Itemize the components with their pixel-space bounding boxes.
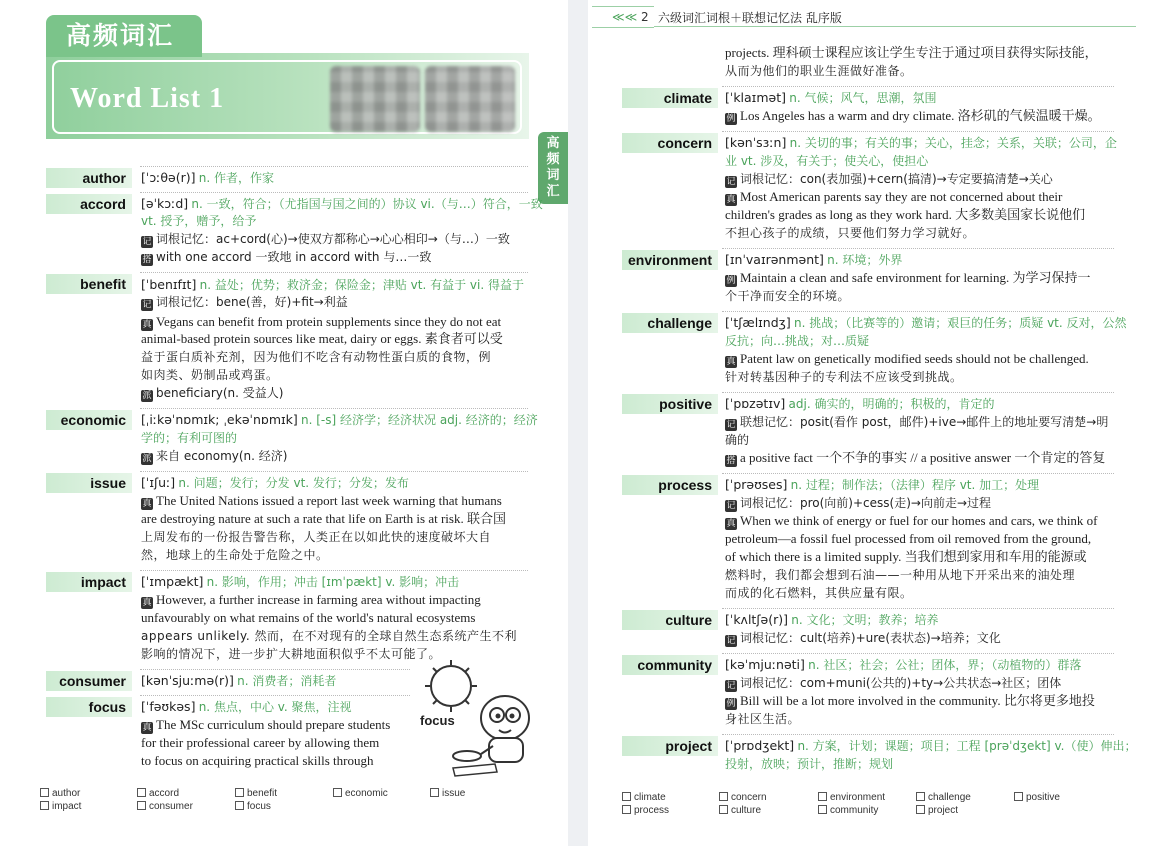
example-icon: 真 xyxy=(142,598,152,608)
entry-line: [ˈtʃælɪndʒ] n. 挑战；（比赛等的）邀请；艰巨的任务；质疑 vt. 反对，公然 xyxy=(725,315,1127,330)
headword-consumer: consumer xyxy=(46,671,132,691)
check-item[interactable]: culture xyxy=(719,805,761,816)
entry-line: 如肉类、奶制品或鸡蛋。 xyxy=(141,368,279,382)
entry-line: 个干净而安全的环境。 xyxy=(725,289,851,303)
entry-line: 学的；有利可图的 xyxy=(141,431,238,445)
divider xyxy=(140,669,410,670)
entry-line: 影响的情况下，进一步扩大耕地面积似乎不太可能了。 xyxy=(141,647,442,661)
entry-line: 不担心孩子的成绩，只要他们努力学习就好。 xyxy=(725,226,976,240)
check-item[interactable]: environment xyxy=(818,792,885,803)
check-item[interactable]: concern xyxy=(719,792,767,803)
entry-line: 上周发布的一份报告警告称，人类正在以如此快的速度破坏大自 xyxy=(141,530,492,544)
entry-line: 记 联想记忆：posit(看作 post，邮件)+ive→邮件上的地址要写清楚→明 xyxy=(726,415,1109,430)
divider xyxy=(140,408,528,409)
headword-issue: issue xyxy=(46,473,132,493)
check-item[interactable]: community xyxy=(818,805,878,816)
entry-line: for their professional career by allowing them xyxy=(141,735,380,750)
entry-line: 益于蛋白质补充剂，因为他们不吃含有动物性蛋白质的食物，例 xyxy=(141,350,492,364)
headword-economic: economic xyxy=(46,410,132,430)
entry-line: [ˈfəʊkəs] n. 焦点，中心 v. 聚焦，注视 xyxy=(141,699,352,714)
entry-line: [ˈɪʃuː] n. 问题；发行；分发 vt. 发行；分发；发布 xyxy=(141,475,409,490)
review-checklist xyxy=(622,792,1122,822)
headword-author: author xyxy=(46,168,132,188)
check-item[interactable]: impact xyxy=(40,801,81,812)
entry-line: [ˈklaɪmət] n. 气候；风气，思潮，氛围 xyxy=(725,90,937,105)
entry-line: 派 beneficiary(n. 受益人) xyxy=(142,386,284,401)
blurred-qr-1 xyxy=(330,66,420,132)
word-list-title: Word List 1 xyxy=(70,83,225,114)
divider xyxy=(140,695,410,696)
check-item[interactable]: benefit xyxy=(235,788,277,799)
entry-line: 例 Bill will be a lot more involved in the community. 比尔将更多地投 xyxy=(726,693,1095,709)
entry-line: 反抗；向…挑战；对…质疑 xyxy=(725,334,870,348)
headword-culture: culture xyxy=(622,610,718,630)
phrase-icon: 搭 xyxy=(726,456,736,466)
memory-icon: 记 xyxy=(726,420,736,430)
check-item[interactable]: accord xyxy=(137,788,179,799)
entry-line: 真 However, a further increase in farming area without impacting xyxy=(142,592,481,608)
entry-line: [kənˈsjuːmə(r)] n. 消费者；消耗者 xyxy=(141,673,337,688)
divider xyxy=(722,131,1114,132)
cartoon-illustration xyxy=(425,660,535,780)
entry-line: [ˈbenɪfɪt] n. 益处；优势；救济金；保险金；津贴 vt. 有益于 vi. 得益于 xyxy=(141,277,524,292)
entry-line: to focus on acquiring practical skills through xyxy=(141,753,374,768)
side-tab-char: 词 xyxy=(546,168,560,183)
divider xyxy=(722,311,1114,312)
memory-icon: 记 xyxy=(142,300,152,310)
entry-line: children's grades as long as they work hard. 大多数美国家长说他们 xyxy=(725,207,1086,222)
entry-line: [əˈkɔːd] n. 一致，符合；（尤指国与国之间的）协议 vi.（与…）符合，一致 xyxy=(141,196,543,211)
memory-icon: 记 xyxy=(726,177,736,187)
example-icon: 真 xyxy=(726,357,736,367)
entry-line: [kəˈmjuːnəti] n. 社区；社会；公社；团体，界；（动植物的）群落 xyxy=(725,657,1082,672)
checkbox-icon xyxy=(916,792,925,801)
entry-line: 确的 xyxy=(725,433,750,447)
blurred-qr-2 xyxy=(425,66,515,132)
headword-focus: focus xyxy=(46,697,132,717)
entry-line: [ɪnˈvaɪrənmənt] n. 环境；外界 xyxy=(725,252,903,267)
divider xyxy=(722,392,1114,393)
checkbox-icon xyxy=(235,788,244,797)
running-header: 六级词汇词根＋联想记忆法 乱序版 xyxy=(658,11,842,25)
checkbox-icon xyxy=(719,805,728,814)
divider xyxy=(722,734,1114,735)
derivative-icon: 派 xyxy=(142,454,152,464)
entry-line: 而成的化石燃料，其供应量有限。 xyxy=(725,586,913,600)
divider xyxy=(722,608,1114,609)
side-tab-char: 频 xyxy=(546,152,560,167)
checkbox-icon xyxy=(430,788,439,797)
headword-challenge: challenge xyxy=(622,313,718,333)
phrase-icon: 搭 xyxy=(142,255,152,265)
check-item[interactable]: project xyxy=(916,805,958,816)
checkbox-icon xyxy=(333,788,342,797)
divider xyxy=(140,471,528,472)
headword-concern: concern xyxy=(622,133,718,153)
divider xyxy=(140,192,528,193)
entry-line: 例 Maintain a clean and safe environment for learning. 为学习保持一 xyxy=(726,270,1091,286)
example-icon: 真 xyxy=(142,320,152,330)
divider xyxy=(722,86,1114,87)
example-icon: 真 xyxy=(142,723,152,733)
check-item[interactable]: focus xyxy=(235,801,271,812)
checkbox-icon xyxy=(235,801,244,810)
page-number: 2 xyxy=(640,10,649,24)
headword-environment: environment xyxy=(622,250,718,270)
check-item[interactable]: climate xyxy=(622,792,666,803)
entry-line: animal-based protein sources like meat, dairy or eggs. 素食者可以受 xyxy=(141,331,503,346)
check-item[interactable]: positive xyxy=(1014,792,1060,803)
entry-line: petroleum—a fossil fuel processed from oil removed from the ground, xyxy=(725,531,1092,546)
headword-process: process xyxy=(622,475,718,495)
derivative-icon: 派 xyxy=(142,391,152,401)
entry-line: unfavourably on what remains of the world's natural ecosystems xyxy=(141,610,476,625)
entry-line: of which there is a limited supply. 当我们想到家用和车用的能源或 xyxy=(725,549,1087,564)
section-tab: 高频词汇 xyxy=(46,15,202,57)
checkbox-icon xyxy=(622,792,631,801)
entry-line: [ˈprɒdʒekt] n. 方案，计划；课题；项目；工程 [prəˈdʒekt] v.（使）伸出； xyxy=(725,738,1137,753)
checkbox-icon xyxy=(818,805,827,814)
left-page xyxy=(0,0,568,846)
cartoon-caption: focus xyxy=(420,713,455,728)
headword-impact: impact xyxy=(46,572,132,592)
headword-accord: accord xyxy=(46,194,132,214)
entry-line: appears unlikely. 然而，在不对现有的全球自然生态系统产生不利 xyxy=(141,629,517,643)
example-icon: 真 xyxy=(726,519,736,529)
entry-line: 真 The MSc curriculum should prepare students xyxy=(142,717,391,733)
example-icon: 真 xyxy=(142,499,152,509)
divider xyxy=(140,272,528,273)
header-rule xyxy=(654,26,1136,27)
entry-line: [ˌiːkəˈnɒmɪk; ˌekəˈnɒmɪk] n. [-s] 经济学；经济状况 adj. 经济的；经济 xyxy=(141,412,538,427)
page-number-box xyxy=(592,6,654,28)
divider xyxy=(722,248,1114,249)
entry-line: 例 Los Angeles has a warm and dry climate. 洛杉矶的气候温暖干燥。 xyxy=(726,108,1101,124)
checkbox-icon xyxy=(137,788,146,797)
headword-community: community xyxy=(622,655,718,675)
divider xyxy=(140,570,528,571)
entry-line: vt. 授予，赠予，给予 xyxy=(141,214,257,228)
checkbox-icon xyxy=(40,801,49,810)
headword-positive: positive xyxy=(622,394,718,414)
memory-icon: 记 xyxy=(726,681,736,691)
entry-line: [ˈpɒzətɪv] adj. 确实的，明确的；积极的，肯定的 xyxy=(725,396,995,411)
example-icon: 例 xyxy=(726,276,736,286)
headword-project: project xyxy=(622,736,718,756)
memory-icon: 记 xyxy=(726,501,736,511)
entry-line: 记 词根记忆：con(表加强)+cern(搞清)→专定要搞清楚→关心 xyxy=(726,172,1053,187)
side-tab-char: 高 xyxy=(546,136,560,151)
entry-line: 真 Most American parents say they are not concerned about their xyxy=(726,189,1063,205)
check-item[interactable]: consumer xyxy=(137,801,193,812)
check-item[interactable]: process xyxy=(622,805,669,816)
divider xyxy=(140,166,528,167)
check-item[interactable]: economic xyxy=(333,788,388,799)
entry-line: 搭 a positive fact 一个不争的事实 // a positive answer 一个肯定的答复 xyxy=(726,450,1106,466)
entry-line: 派 来自 economy(n. 经济) xyxy=(142,449,288,464)
divider xyxy=(722,653,1114,654)
right-page xyxy=(588,0,1159,846)
entry-line: 记 词根记忆：cult(培养)+ure(表状态)→培养；文化 xyxy=(726,631,1001,646)
chevrons-icon: ≪≪ xyxy=(612,10,638,24)
entry-line: 然，地球上的生命处于危险之中。 xyxy=(141,548,329,562)
entry-line: projects. 理科硕士课程应该让学生专注于通过项目获得实际技能， xyxy=(725,45,1098,60)
entry-line: 针对转基因种子的专利法不应该受到挑战。 xyxy=(725,370,963,384)
memory-icon: 记 xyxy=(142,237,152,247)
entry-line: 记 词根记忆：com+muni(公共的)+ty→公共状态→社区；团体 xyxy=(726,676,1062,691)
entry-line: [ˈkʌltʃə(r)] n. 文化；文明；教养；培养 xyxy=(725,612,939,627)
checkbox-icon xyxy=(1014,792,1023,801)
entry-line: 记 词根记忆：pro(向前)+cess(走)→向前走→过程 xyxy=(726,496,992,511)
example-icon: 真 xyxy=(726,195,736,205)
entry-line: 燃料时，我们都会想到石油——一种用从地下开采出来的油处理 xyxy=(725,568,1076,582)
check-item[interactable]: issue xyxy=(430,788,465,799)
entry-line: 真 Patent law on genetically modified seeds should not be challenged. xyxy=(726,351,1089,367)
entry-line: [ˈɔːθə(r)] n. 作者，作家 xyxy=(141,170,274,185)
checkbox-icon xyxy=(818,792,827,801)
headword-benefit: benefit xyxy=(46,274,132,294)
entry-line: 真 Vegans can benefit from protein supplements since they do not eat xyxy=(142,314,502,330)
entry-line: 投射，放映；预计，推断；规划 xyxy=(725,757,894,771)
checkbox-icon xyxy=(40,788,49,797)
entry-line: 真 When we think of energy or fuel for our homes and cars, we think of xyxy=(726,513,1098,529)
entry-line: 记 词根记忆：bene(善，好)+fit→利益 xyxy=(142,295,348,310)
entry-line: 搭 with one accord 一致地 in accord with 与…一致 xyxy=(142,250,432,265)
checkbox-icon xyxy=(622,805,631,814)
check-item[interactable]: challenge xyxy=(916,792,971,803)
entry-line: [ˈprəʊses] n. 过程；制作法；（法律）程序 vt. 加工；处理 xyxy=(725,477,1040,492)
check-item[interactable]: author xyxy=(40,788,80,799)
checkbox-icon xyxy=(137,801,146,810)
entry-line: 从而为他们的职业生涯做好准备。 xyxy=(725,64,913,78)
side-index-tab[interactable] xyxy=(538,132,568,204)
review-checklist xyxy=(40,788,520,818)
checkbox-icon xyxy=(719,792,728,801)
entry-line: 记 词根记忆：ac+cord(心)→使双方都称心→心心相印→（与…）一致 xyxy=(142,232,510,247)
headword-climate: climate xyxy=(622,88,718,108)
memory-icon: 记 xyxy=(726,636,736,646)
checkbox-icon xyxy=(916,805,925,814)
entry-line: 业 vt. 涉及，有关于；使关心，使担心 xyxy=(725,154,929,168)
entry-line: are destroying nature at such a rate that life on Earth is at risk. 联合国 xyxy=(141,511,506,526)
entry-line: [ˈɪmpækt] n. 影响，作用；冲击 [ɪmˈpækt] v. 影响；冲击 xyxy=(141,574,460,589)
entry-line: 身社区生活。 xyxy=(725,712,801,726)
divider xyxy=(722,473,1114,474)
example-icon: 例 xyxy=(726,114,736,124)
example-icon: 例 xyxy=(726,699,736,709)
side-tab-char: 汇 xyxy=(546,184,560,199)
entry-line: 真 The United Nations issued a report last week warning that humans xyxy=(142,493,502,509)
entry-line: [kənˈsɜːn] n. 关切的事；有关的事；关心，挂念；关系，关联；公司，企 xyxy=(725,135,1117,150)
